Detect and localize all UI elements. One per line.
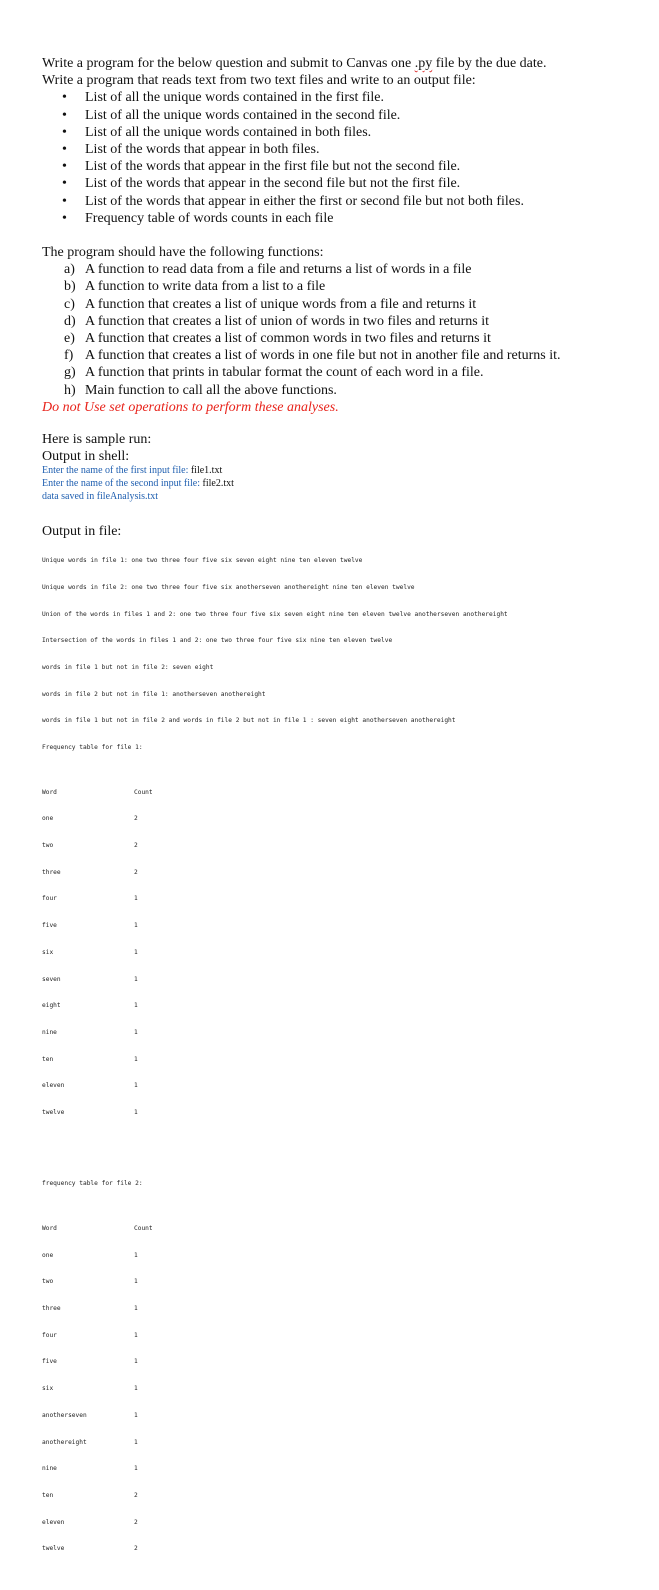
shell-saved-file: fileAnalysis.txt	[96, 490, 159, 502]
spacer	[42, 416, 642, 431]
table-row	[42, 895, 642, 904]
list-item-text: List of the words that appear in the second file but not the first file.	[85, 176, 461, 192]
list-marker: h)	[64, 382, 76, 398]
header-word: Word	[42, 788, 57, 796]
cell-count: 1	[134, 1109, 138, 1117]
bullet-icon: •	[62, 142, 67, 158]
table-row	[42, 1002, 642, 1011]
warning-note: Do not Use set operations to perform these analyses.	[42, 399, 339, 415]
table-row	[42, 842, 642, 851]
cell-word: one	[42, 815, 54, 823]
list-item	[42, 278, 642, 295]
list-item	[42, 107, 642, 124]
cell-count: 1	[134, 1278, 138, 1286]
list-item	[42, 382, 642, 399]
list-item-text: List of all the unique words contained in both files.	[85, 124, 372, 140]
cell-count: 1	[134, 922, 138, 930]
bullet-icon: •	[62, 90, 67, 106]
output-line: words in file 1 but not in file 2: seven eight	[42, 663, 214, 671]
output-line: Unique words in file 2: one two three four five six anotherseven anothereight nine ten eleven twelve	[42, 583, 415, 591]
list-item-text: A function to write data from a list to a file	[85, 279, 326, 295]
list-item	[42, 313, 642, 330]
list-item-text: A function that creates a list of union of words in two files and returns it	[85, 313, 489, 329]
file-output	[42, 539, 642, 1590]
cell-word: twelve	[42, 1109, 65, 1117]
cell-count: 1	[134, 1055, 138, 1063]
list-item-text: A function that creates a list of common words in two files and returns it	[85, 331, 491, 347]
table-row	[42, 1252, 642, 1261]
cell-word: eight	[42, 1002, 61, 1010]
output-line: words in file 1 but not in file 2 and words in file 2 but not in file 1 : seven eight anotherseven anothereight	[42, 717, 456, 725]
list-item-text: List of the words that appear in the first file but not the second file.	[85, 159, 461, 175]
cell-count: 1	[134, 1028, 138, 1036]
shell-input-1: file1.txt	[190, 465, 223, 477]
table-row	[42, 1492, 642, 1501]
list-marker: a)	[64, 262, 75, 278]
freq2-title: frequency table for file 2:	[42, 1180, 143, 1188]
bullet-icon: •	[62, 159, 67, 175]
table-row	[42, 949, 642, 958]
list-item	[42, 175, 642, 192]
list-item-text: List of the words that appear in both files.	[85, 142, 320, 158]
list-item-text: Main function to call all the above functions.	[85, 382, 337, 398]
list-marker: b)	[64, 279, 76, 295]
spacer	[42, 503, 642, 524]
cell-count: 1	[134, 1438, 138, 1446]
requirements-list	[42, 89, 642, 227]
table-row	[42, 976, 642, 985]
list-marker: e)	[64, 331, 75, 347]
list-item-text: A function that prints in tabular format the count of each word in a file.	[85, 365, 484, 381]
cell-count: 1	[134, 1385, 138, 1393]
table-row	[42, 815, 642, 824]
shell-line-3	[42, 491, 642, 504]
list-item-text: List of all the unique words contained in the first file.	[85, 90, 384, 106]
table-row	[42, 1439, 642, 1448]
table-row	[42, 1519, 642, 1528]
list-item-text: A function that creates a list of unique words from a file and returns it	[85, 296, 477, 312]
intro-line-1-end: file by the due date.	[432, 56, 547, 71]
cell-count: 2	[134, 815, 138, 823]
intro-line-2: Write a program that reads text from two text files and write to an output file:	[42, 73, 476, 89]
cell-word: nine	[42, 1465, 57, 1473]
table-row	[42, 1358, 642, 1367]
bullet-icon: •	[62, 193, 67, 209]
intro-line-1	[42, 55, 642, 72]
cell-count: 2	[134, 1491, 138, 1499]
output-line: Union of the words in files 1 and 2: one two three four five six seven eight nine ten eleven twelve anotherseven anothereight	[42, 610, 508, 618]
shell-saved-text: data saved in	[42, 490, 97, 502]
header-count: Count	[134, 788, 153, 796]
output-line: words in file 2 but not in file 1: anotherseven anothereight	[42, 690, 266, 698]
list-marker: g)	[64, 365, 76, 381]
table-row	[42, 869, 642, 878]
list-item-text: A function that creates a list of words in one file but not in another file and returns it.	[85, 348, 561, 364]
list-item-text: A function to read data from a file and returns a list of words in a file	[85, 262, 472, 278]
shell-prompt-1: Enter the name of the first input file:	[42, 465, 191, 477]
header-word: Word	[42, 1224, 57, 1232]
cell-word: anothereight	[42, 1438, 87, 1446]
list-item-text: List of all the unique words contained in the second file.	[85, 107, 401, 123]
cell-count: 1	[134, 1465, 138, 1473]
shell-input-2: file2.txt	[202, 478, 234, 490]
table-row	[42, 1305, 642, 1314]
sample-run-heading: Here is sample run:	[42, 432, 152, 448]
spacer	[42, 1154, 642, 1163]
list-item	[42, 193, 642, 210]
list-item	[42, 210, 642, 227]
cell-word: two	[42, 842, 54, 850]
cell-word: twelve	[42, 1545, 65, 1553]
py-extension: .py	[414, 56, 433, 71]
list-item	[42, 347, 642, 364]
intro-line-1-start: Write a program for the below question and submit to Canvas one	[42, 56, 415, 71]
cell-count: 2	[134, 1518, 138, 1526]
cell-word: three	[42, 868, 61, 876]
list-item	[42, 89, 642, 106]
output-line: Unique words in file 1: one two three four five six seven eight nine ten eleven twelve	[42, 557, 363, 565]
cell-count: 1	[134, 895, 138, 903]
document-page	[42, 55, 642, 1590]
cell-word: eleven	[42, 1518, 65, 1526]
list-item	[42, 124, 642, 141]
cell-word: six	[42, 948, 54, 956]
bullet-icon: •	[62, 176, 67, 192]
header-count: Count	[134, 1224, 153, 1232]
cell-word: anotherseven	[42, 1411, 87, 1419]
cell-word: one	[42, 1251, 54, 1259]
table-header	[42, 1225, 642, 1234]
freq1-title: Frequency table for file 1:	[42, 744, 143, 752]
cell-word: five	[42, 1358, 57, 1366]
table-row	[42, 1082, 642, 1091]
cell-count: 1	[134, 1082, 138, 1090]
list-marker: d)	[64, 313, 76, 329]
list-item-text: Frequency table of words counts in each file	[85, 210, 334, 226]
cell-count: 1	[134, 1331, 138, 1339]
table-row	[42, 1412, 642, 1421]
cell-count: 2	[134, 842, 138, 850]
cell-word: four	[42, 895, 57, 903]
shell-output	[42, 465, 642, 503]
table-row	[42, 922, 642, 931]
cell-word: five	[42, 922, 57, 930]
shell-line-1	[42, 465, 642, 478]
bullet-icon: •	[62, 107, 67, 123]
table-row	[42, 1278, 642, 1287]
list-item	[42, 158, 642, 175]
output-line: Intersection of the words in files 1 and 2: one two three four five six nine ten eleven twelve	[42, 637, 393, 645]
bullet-icon: •	[62, 210, 67, 226]
cell-count: 1	[134, 1251, 138, 1259]
bullet-icon: •	[62, 124, 67, 140]
cell-word: ten	[42, 1491, 54, 1499]
list-item	[42, 364, 642, 381]
table-row	[42, 1029, 642, 1038]
cell-count: 1	[134, 1358, 138, 1366]
list-item-text: List of the words that appear in either the first or second file but not both files.	[85, 193, 524, 209]
cell-word: seven	[42, 975, 61, 983]
cell-count: 1	[134, 1002, 138, 1010]
table-row	[42, 1545, 642, 1554]
cell-count: 1	[134, 1305, 138, 1313]
spacer	[42, 227, 642, 244]
list-item	[42, 296, 642, 313]
functions-list	[42, 261, 642, 399]
list-item	[42, 261, 642, 278]
cell-word: ten	[42, 1055, 54, 1063]
list-item	[42, 330, 642, 347]
table-row	[42, 1332, 642, 1341]
table-header	[42, 789, 642, 798]
cell-word: eleven	[42, 1082, 65, 1090]
shell-prompt-2: Enter the name of the second input file:	[42, 478, 203, 490]
cell-word: three	[42, 1305, 61, 1313]
table-row	[42, 1465, 642, 1474]
list-item	[42, 141, 642, 158]
cell-count: 2	[134, 1545, 138, 1553]
cell-count: 1	[134, 975, 138, 983]
table-row	[42, 1056, 642, 1065]
cell-count: 1	[134, 1411, 138, 1419]
table-row	[42, 1385, 642, 1394]
output-file-heading: Output in file:	[42, 524, 122, 540]
table-row	[42, 1109, 642, 1118]
cell-word: nine	[42, 1028, 57, 1036]
output-shell-heading: Output in shell:	[42, 449, 130, 465]
freq2-table	[42, 1207, 642, 1572]
cell-count: 2	[134, 868, 138, 876]
cell-word: six	[42, 1385, 54, 1393]
cell-word: four	[42, 1331, 57, 1339]
shell-line-2	[42, 478, 642, 491]
cell-word: two	[42, 1278, 54, 1286]
list-marker: f)	[64, 348, 74, 364]
freq1-table	[42, 771, 642, 1136]
functions-heading: The program should have the following functions:	[42, 245, 324, 261]
list-marker: c)	[64, 296, 75, 312]
cell-count: 1	[134, 948, 138, 956]
